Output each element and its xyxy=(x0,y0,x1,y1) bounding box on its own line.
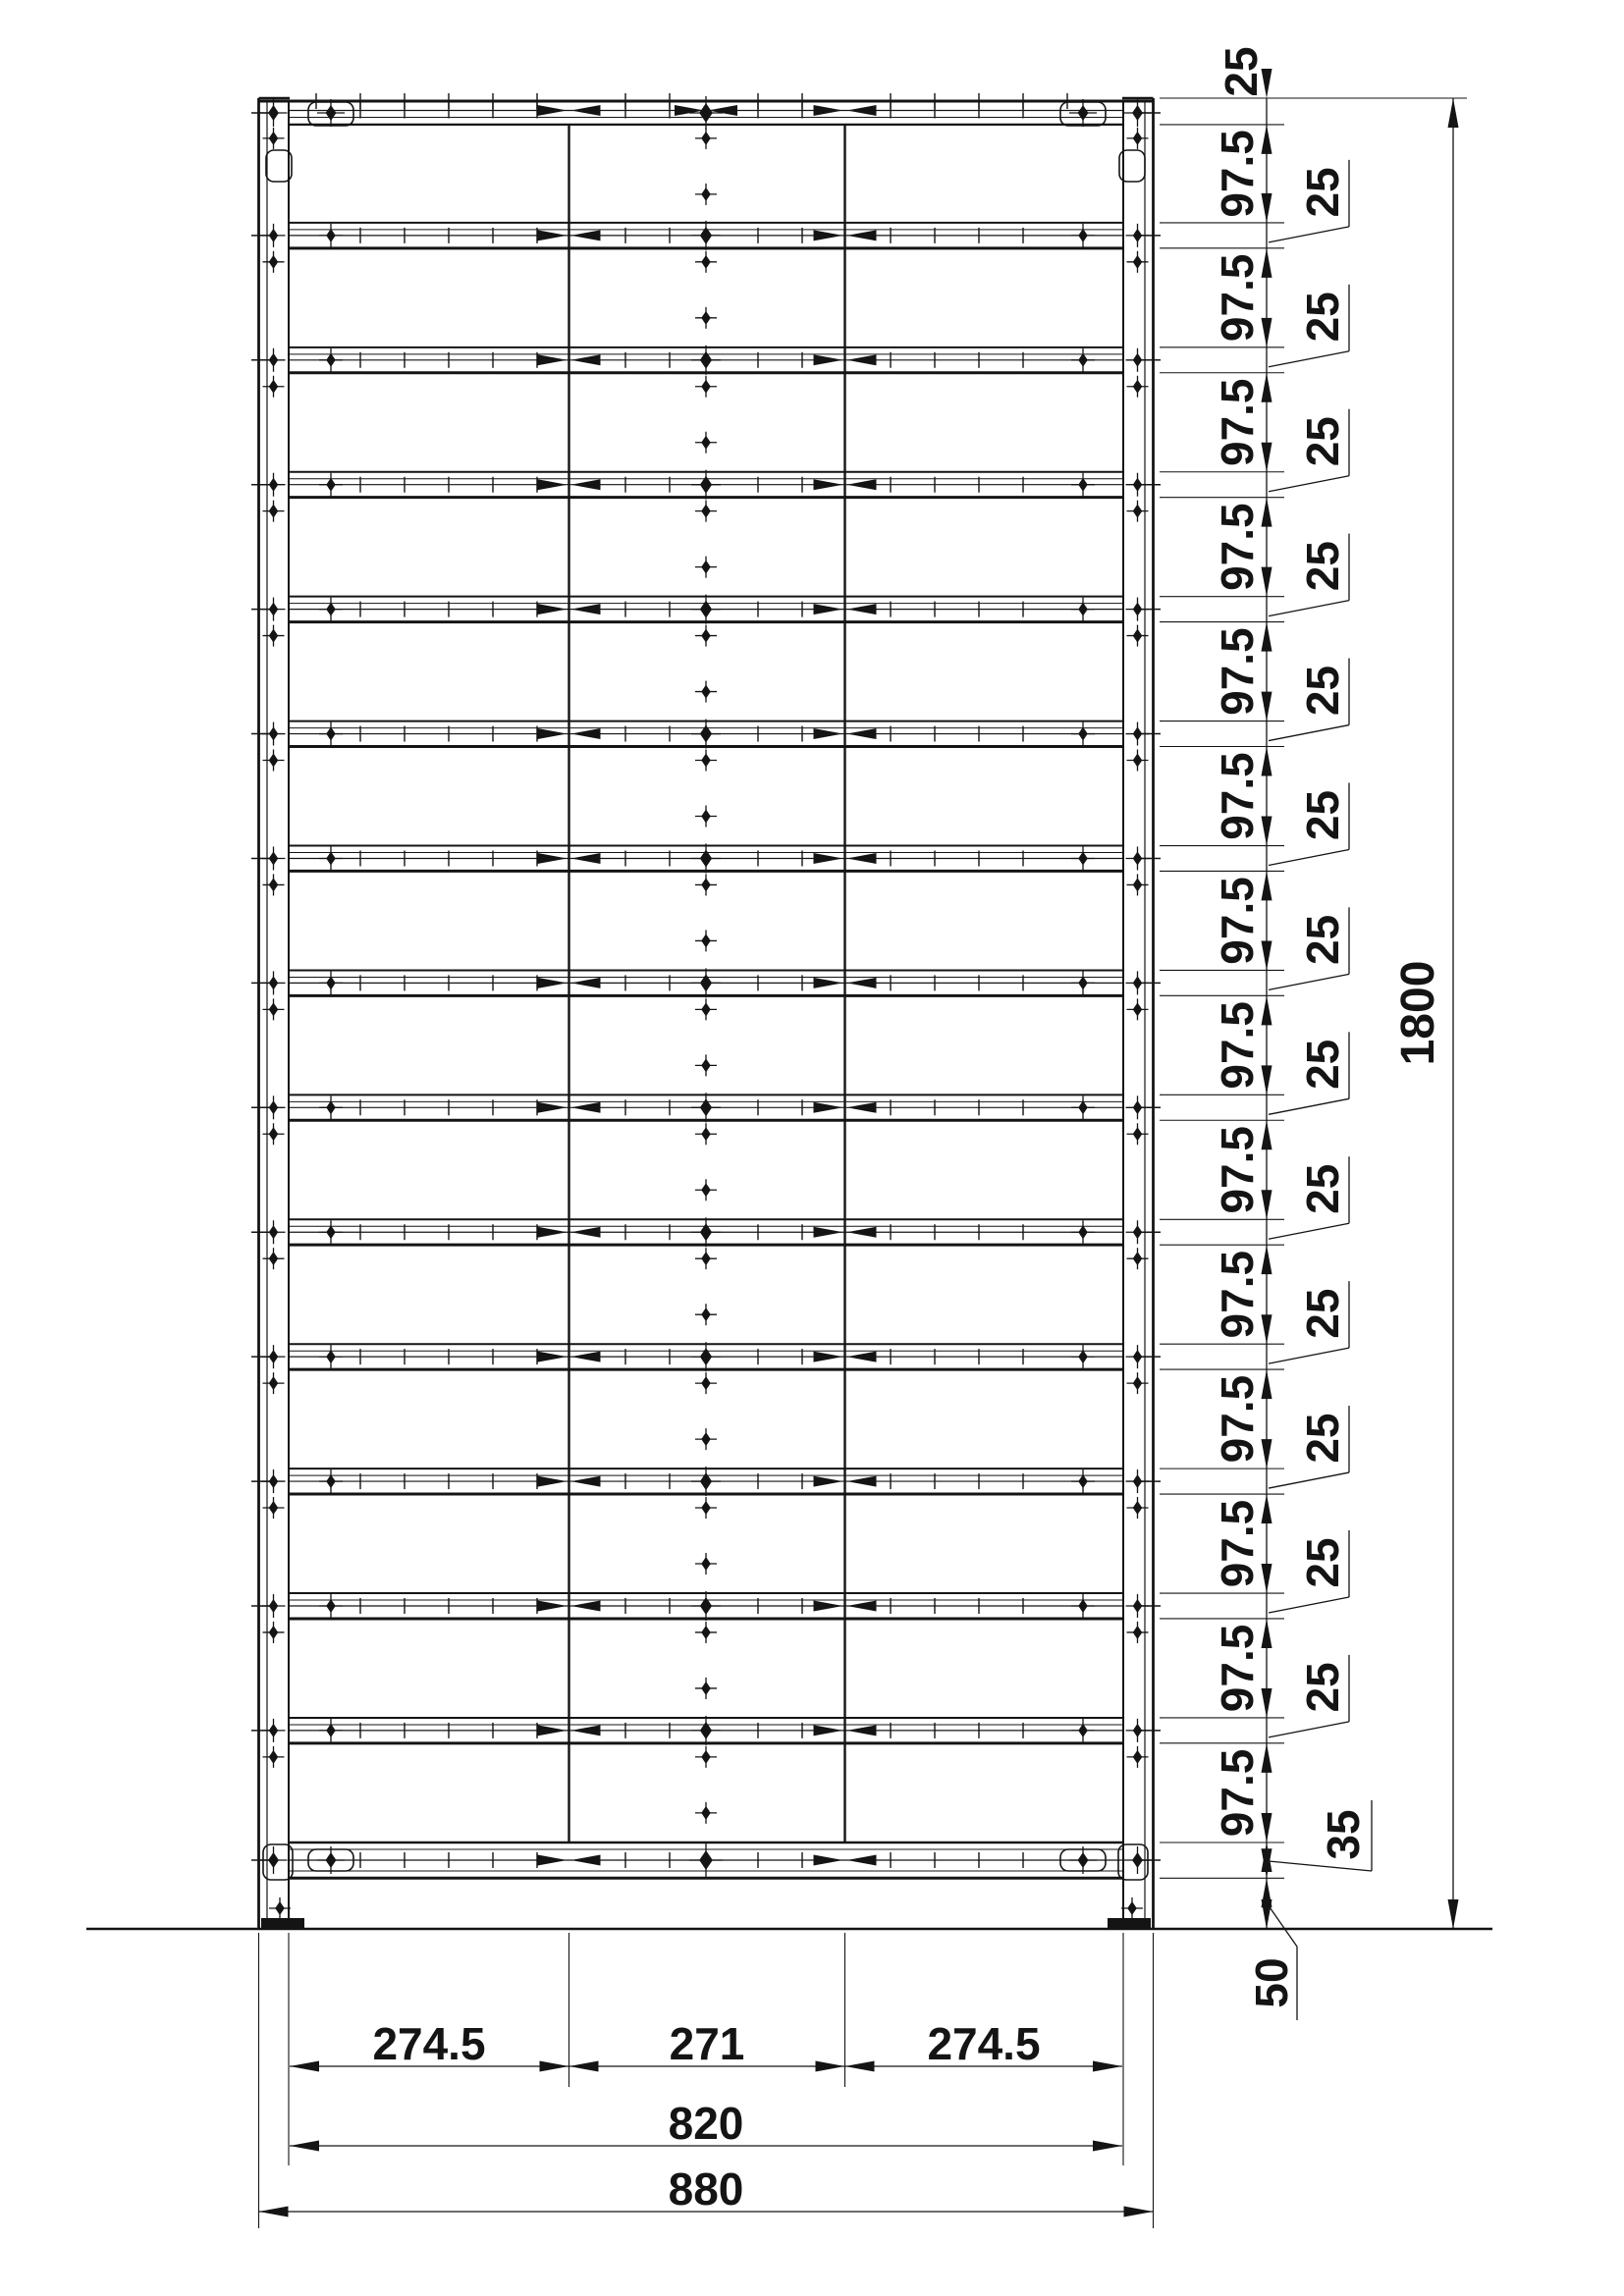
rail-arrow xyxy=(538,354,568,365)
rail-arrow xyxy=(538,604,568,614)
chain-arrow xyxy=(1262,1314,1272,1344)
rail-arrow xyxy=(847,853,877,864)
leader-line xyxy=(1269,1722,1349,1737)
rail-arrow xyxy=(814,978,843,988)
rail-arrow xyxy=(538,1476,568,1487)
dim-label-pitch-1: 97.5 xyxy=(1212,253,1264,343)
rail-arrow xyxy=(571,1352,601,1362)
dim-label-beam-3: 25 xyxy=(1297,541,1349,592)
dim-arrow-h xyxy=(845,2061,875,2072)
dim-label-beam-9: 25 xyxy=(1297,1288,1349,1339)
rail-arrow xyxy=(814,853,843,864)
rail-arrow xyxy=(571,479,601,490)
dim-label-beam-7: 25 xyxy=(1297,1039,1349,1090)
chain-arrow xyxy=(1262,1743,1272,1773)
rail-arrow xyxy=(814,1855,843,1866)
chain-arrow xyxy=(1262,373,1272,402)
rail-arrow xyxy=(538,853,568,864)
chain-arrow xyxy=(1262,1813,1272,1842)
rail-arrow xyxy=(847,728,877,739)
rail-arrow xyxy=(571,1227,601,1238)
chain-arrow xyxy=(1262,940,1272,970)
dim-arrow-h xyxy=(1093,2061,1122,2072)
chain-arrow xyxy=(1262,567,1272,597)
rail-arrow xyxy=(571,1600,601,1611)
leader-line xyxy=(1268,1904,1297,1947)
chain-arrow xyxy=(1262,1439,1272,1468)
rail-arrow xyxy=(538,479,568,490)
rail-arrow xyxy=(814,1352,843,1362)
rail-arrow xyxy=(571,230,601,240)
dim-label-pitch-6: 97.5 xyxy=(1212,877,1264,965)
rail-arrow xyxy=(847,604,877,614)
rail-arrow xyxy=(847,1476,877,1487)
chain-arrow xyxy=(1262,995,1272,1025)
rail-arrow xyxy=(571,1725,601,1735)
rail-arrow xyxy=(571,1476,601,1487)
rail-arrow xyxy=(571,1855,601,1866)
dim-label-beam-5: 25 xyxy=(1297,789,1349,841)
dim-label-beam-4: 25 xyxy=(1297,665,1349,717)
dim-arrow-h xyxy=(290,2061,319,2072)
dim-label-pitch-4: 97.5 xyxy=(1212,627,1264,716)
rail-arrow xyxy=(847,978,877,988)
rail-arrow xyxy=(814,1476,843,1487)
rail-arrow xyxy=(538,1600,568,1611)
rail-arrow xyxy=(571,1102,601,1113)
chain-arrow xyxy=(1262,193,1272,223)
rail-arrow xyxy=(847,1352,877,1362)
dim-label-pitch-7: 97.5 xyxy=(1212,1001,1264,1090)
chain-arrow xyxy=(1262,871,1272,900)
rail-arrow xyxy=(814,1600,843,1611)
rail-arrow xyxy=(538,105,568,116)
dim-label-beam-0: 25 xyxy=(1297,167,1349,218)
rail-arrow xyxy=(814,354,843,365)
chain-arrow xyxy=(1262,1245,1272,1274)
rail-arrow xyxy=(538,230,568,240)
rail-arrow xyxy=(675,105,704,116)
leader-line xyxy=(1269,1861,1372,1871)
rail-arrow xyxy=(571,354,601,365)
rail-arrow xyxy=(571,604,601,614)
dim-label-pitch-2: 97.5 xyxy=(1212,378,1264,467)
chain-arrow xyxy=(1262,443,1272,472)
rail-arrow xyxy=(814,728,843,739)
rail-arrow xyxy=(538,1227,568,1238)
dim-label-pitch-0: 97.5 xyxy=(1212,130,1264,218)
chain-arrow xyxy=(1262,1899,1272,1929)
rail-arrow xyxy=(847,1600,877,1611)
rail-arrow xyxy=(847,1227,877,1238)
rail-arrow xyxy=(708,105,737,116)
rail-arrow xyxy=(814,604,843,614)
rail-arrow xyxy=(571,728,601,739)
dim-label-bay-right: 274.5 xyxy=(927,2018,1041,2070)
rail-arrow xyxy=(847,1102,877,1113)
dim-label-pitch-13: 97.5 xyxy=(1212,1748,1264,1838)
rail-arrow xyxy=(538,978,568,988)
dim-label-top-member: 25 xyxy=(1216,46,1268,97)
overall-arrow xyxy=(1448,98,1459,128)
chain-arrow xyxy=(1262,125,1272,154)
rail-arrow xyxy=(847,230,877,240)
leader-line xyxy=(1269,849,1349,865)
rail-arrow xyxy=(538,728,568,739)
rail-arrow xyxy=(814,230,843,240)
dim-arrow-h xyxy=(1093,2141,1122,2152)
rail-arrow xyxy=(847,1725,877,1735)
dim-label-beam-11: 25 xyxy=(1297,1537,1349,1588)
chain-arrow xyxy=(1262,1369,1272,1399)
rail-arrow xyxy=(847,1855,877,1866)
chain-arrow xyxy=(1262,817,1272,846)
dim-label-pitch-8: 97.5 xyxy=(1212,1126,1264,1214)
rail-arrow xyxy=(814,1102,843,1113)
rail-arrow xyxy=(571,853,601,864)
leader-line xyxy=(1269,1098,1349,1114)
leader-line xyxy=(1269,601,1349,616)
rail-arrow xyxy=(847,354,877,365)
rail-arrow xyxy=(814,105,843,116)
chain-arrow xyxy=(1262,1065,1272,1095)
leader-line xyxy=(1269,725,1349,741)
dim-label-ground-clearance: 50 xyxy=(1246,1957,1298,2008)
rail-arrow xyxy=(814,479,843,490)
dim-label-bay-center: 271 xyxy=(669,2018,745,2070)
leader-line xyxy=(1269,974,1349,989)
rail-arrow xyxy=(538,1725,568,1735)
rail-arrow xyxy=(571,105,601,116)
chain-arrow xyxy=(1262,692,1272,721)
dim-label-overall-width: 880 xyxy=(668,2163,744,2216)
dim-arrow-h xyxy=(290,2141,319,2152)
left-foot-plate xyxy=(261,1918,304,1928)
dim-arrow-h xyxy=(1124,2207,1154,2217)
chain-arrow xyxy=(1262,1190,1272,1219)
chain-arrow xyxy=(1262,248,1272,278)
dim-label-pitch-10: 97.5 xyxy=(1212,1374,1264,1464)
overall-arrow xyxy=(1448,1899,1459,1929)
rail-arrow xyxy=(814,1227,843,1238)
dim-arrow-h xyxy=(816,2061,845,2072)
rail-arrow xyxy=(538,1352,568,1362)
chain-arrow xyxy=(1262,747,1272,776)
chain-arrow xyxy=(1262,1619,1272,1648)
chain-arrow xyxy=(1262,318,1272,347)
dim-arrow-h xyxy=(540,2061,569,2072)
dim-label-beam-8: 25 xyxy=(1297,1163,1349,1214)
rail-arrow xyxy=(847,105,877,116)
dim-label-pitch-9: 97.5 xyxy=(1212,1250,1264,1339)
chain-arrow xyxy=(1262,498,1272,527)
chain-arrow xyxy=(1262,622,1272,652)
leader-line xyxy=(1269,351,1349,367)
chain-arrow xyxy=(1262,1120,1272,1149)
leader-line xyxy=(1269,227,1349,242)
dim-label-pitch-3: 97.5 xyxy=(1212,503,1264,591)
dim-label-bay-left: 274.5 xyxy=(372,2018,486,2070)
leader-line xyxy=(1269,1223,1349,1239)
right-foot-plate xyxy=(1108,1918,1151,1928)
dim-label-pitch-11: 97.5 xyxy=(1212,1499,1264,1588)
dim-label-pitch-5: 97.5 xyxy=(1212,752,1264,840)
rail-arrow xyxy=(538,1102,568,1113)
rail-arrow xyxy=(847,479,877,490)
leader-line xyxy=(1269,1348,1349,1363)
dim-label-beam-1: 25 xyxy=(1297,292,1349,343)
chain-arrow xyxy=(1262,1564,1272,1593)
dim-label-beam-2: 25 xyxy=(1297,416,1349,467)
dim-arrow-h xyxy=(569,2061,599,2072)
dim-label-pitch-12: 97.5 xyxy=(1212,1624,1264,1713)
dim-label-inner-width: 820 xyxy=(668,2098,744,2150)
dim-label-bottom-member: 35 xyxy=(1318,1809,1370,1860)
leader-line xyxy=(1269,1472,1349,1488)
chain-arrow xyxy=(1262,1688,1272,1718)
dim-arrow-h xyxy=(259,2207,289,2217)
rail-arrow xyxy=(538,1855,568,1866)
leader-line xyxy=(1269,1597,1349,1613)
leader-line xyxy=(1269,476,1349,492)
rail-arrow xyxy=(571,978,601,988)
dim-label-beam-12: 25 xyxy=(1297,1662,1349,1713)
chain-arrow xyxy=(1262,1494,1272,1523)
dim-label-beam-6: 25 xyxy=(1297,914,1349,965)
rail-arrow xyxy=(814,1725,843,1735)
dim-label-beam-10: 25 xyxy=(1297,1413,1349,1464)
dim-label-overall-height: 1800 xyxy=(1391,960,1444,1066)
